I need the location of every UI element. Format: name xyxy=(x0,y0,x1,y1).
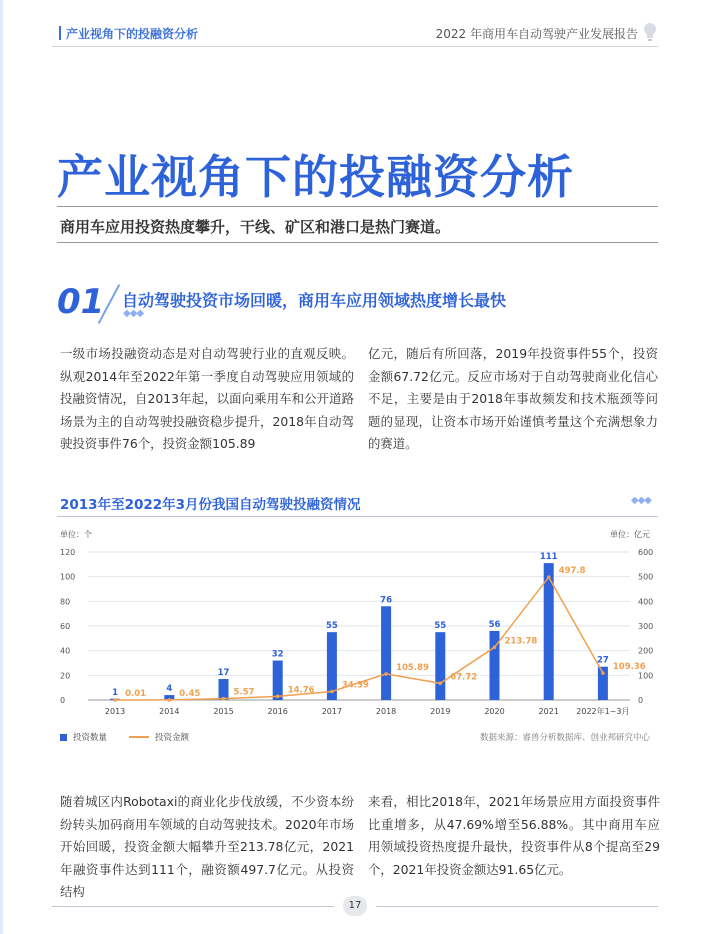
page-edge-accent xyxy=(0,0,3,934)
bar-data-label: 76 xyxy=(380,595,393,606)
line-point xyxy=(493,645,497,649)
body-paragraph-3: 随着城区内Robotaxi的商业化步伐放缓，不少资本纷纷转头加码商用车领域的自动驾驶技术。2020年市场开始回暖，投资金额大幅攀升至213.78亿元，2021年融资事件达到111个，融资额497.7亿元。从投资结构 xyxy=(60,794,354,900)
bar-investment-count xyxy=(381,606,391,700)
x-tick-label: 2021 xyxy=(538,707,559,716)
header-section-label: 产业视角下的投融资分析 xyxy=(66,27,199,41)
line-point xyxy=(330,690,334,694)
line-point xyxy=(222,697,226,701)
x-tick-label: 2013 xyxy=(104,707,126,716)
line-data-label: 0.45 xyxy=(179,688,201,699)
subtitle-top-rule xyxy=(57,206,658,207)
right-tick-label: 300 xyxy=(638,622,654,631)
x-tick-label: 2020 xyxy=(484,707,505,716)
body-paragraph-4: 来看，相比2018年，2021年场景应用方面投资事件比重增多，从47.69%增至56.88%。其中商用车应用领域投资热度提升最快，投资事件从8个提高至29个，2021年投资金额达91.65亿元。 xyxy=(368,794,660,877)
diamond-dots-icon: ◆◆◆ xyxy=(630,495,651,506)
left-tick-label: 40 xyxy=(60,646,71,656)
investment-chart xyxy=(0,520,710,725)
chart-legend xyxy=(60,731,189,743)
chart-title-rule xyxy=(57,516,658,517)
section-heading: 自动驾驶投资市场回暖，商用车应用领域热度增长最快 xyxy=(122,291,507,310)
x-tick-label: 2014 xyxy=(159,707,180,716)
line-data-label: 67.72 xyxy=(450,672,478,683)
bar-data-label: 27 xyxy=(596,655,609,666)
lightbulb-icon xyxy=(642,22,658,42)
body-paragraph-1: 一级市场投融资动态是对自动驾驶行业的直观反映。纵观2014年至2022年第一季度自动驾驶应用领域的投融资情况，自2013年起，以面向乘用车和公开道路场景为主的自动驾驶投融资稳步提升，2018年自动驾驶投资事件76个，投资金额105.89 xyxy=(60,346,354,452)
bar-investment-count xyxy=(273,661,283,700)
line-point xyxy=(439,681,443,685)
line-data-label: 0.01 xyxy=(125,688,147,699)
bar-data-label: 4 xyxy=(166,684,173,695)
subtitle-bottom-rule xyxy=(57,242,658,243)
header-report-title: 2022 年商用车自动驾驶产业发展报告 xyxy=(435,27,638,41)
header-divider xyxy=(52,46,658,47)
footer-rule-right xyxy=(376,906,658,907)
x-tick-label: 2017 xyxy=(321,707,343,716)
left-tick-label: 60 xyxy=(60,622,71,631)
line-data-label: 213.78 xyxy=(504,636,538,647)
chart-source: 数据来源：睿兽分析数据库、创业邦研究中心 xyxy=(479,733,650,743)
line-data-label: 109.36 xyxy=(612,662,646,673)
footer-rule-left xyxy=(52,906,334,907)
line-point xyxy=(168,698,172,702)
bar-data-label: 56 xyxy=(488,619,501,630)
right-tick-label: 0 xyxy=(638,696,644,705)
right-axis-unit: 单位：亿元 xyxy=(610,530,650,539)
x-tick-label: 2015 xyxy=(213,707,234,716)
x-tick-label: 2019 xyxy=(430,707,451,716)
right-tick-label: 200 xyxy=(638,646,654,656)
line-data-label: 34.39 xyxy=(341,680,369,691)
bar-investment-count xyxy=(490,631,500,700)
x-tick-label: 2016 xyxy=(267,707,288,716)
left-tick-label: 0 xyxy=(60,696,66,705)
page-number: 17 xyxy=(343,896,367,916)
right-tick-label: 500 xyxy=(638,572,654,582)
page-header xyxy=(0,0,710,52)
left-tick-label: 80 xyxy=(60,597,71,607)
bar-data-label: 55 xyxy=(434,621,447,632)
diamond-dots-icon: ◆◆◆ xyxy=(123,308,144,319)
legend-line-swatch xyxy=(129,736,149,738)
line-point xyxy=(601,671,605,675)
bar-data-label: 1 xyxy=(112,687,119,698)
left-axis-unit: 单位：个 xyxy=(60,530,92,539)
bar-data-label: 55 xyxy=(325,621,338,632)
line-point xyxy=(113,698,117,702)
bar-data-label: 32 xyxy=(271,649,284,660)
body-paragraph-2: 亿元，随后有所回落，2019年投资事件55个，投资金额67.72亿元。反应市场对于自动驾驶商业化信心不足，主要是由于2018年事故频发和技术瓶颈等问题的显现，让资本市场开始谨慎考量这个充满想象力的赛道。 xyxy=(368,346,658,452)
x-tick-label: 2018 xyxy=(375,707,397,716)
header-accent-bar xyxy=(59,26,61,40)
line-data-label: 5.57 xyxy=(233,687,255,698)
left-tick-label: 20 xyxy=(60,671,71,681)
line-data-label: 14.76 xyxy=(287,685,315,696)
line-data-label: 105.89 xyxy=(396,662,429,673)
right-tick-label: 100 xyxy=(638,671,654,681)
line-point xyxy=(547,575,551,579)
legend-bar-label: 投资数量 xyxy=(73,733,108,743)
page-title: 产业视角下的投融资分析 xyxy=(57,150,574,204)
bar-data-label: 17 xyxy=(217,668,230,679)
page-subtitle: 商用车应用投资热度攀升，干线、矿区和港口是热门赛道。 xyxy=(60,218,451,236)
left-tick-label: 100 xyxy=(60,572,76,582)
left-tick-label: 120 xyxy=(60,548,76,557)
chart-title: 2013年至2022年3月份我国自动驾驶投融资情况 xyxy=(60,497,361,513)
line-point xyxy=(276,695,280,699)
bar-investment-count xyxy=(435,632,445,700)
line-data-label: 497.8 xyxy=(558,566,586,577)
section-number: 01 xyxy=(57,282,105,322)
bar-data-label: 111 xyxy=(539,552,558,563)
right-tick-label: 600 xyxy=(638,548,654,557)
line-point xyxy=(384,672,388,676)
right-tick-label: 400 xyxy=(638,597,654,607)
x-tick-label: 2022年1~3月 xyxy=(576,707,630,716)
legend-bar-swatch xyxy=(60,734,67,741)
legend-line-label: 投资金额 xyxy=(155,733,190,743)
